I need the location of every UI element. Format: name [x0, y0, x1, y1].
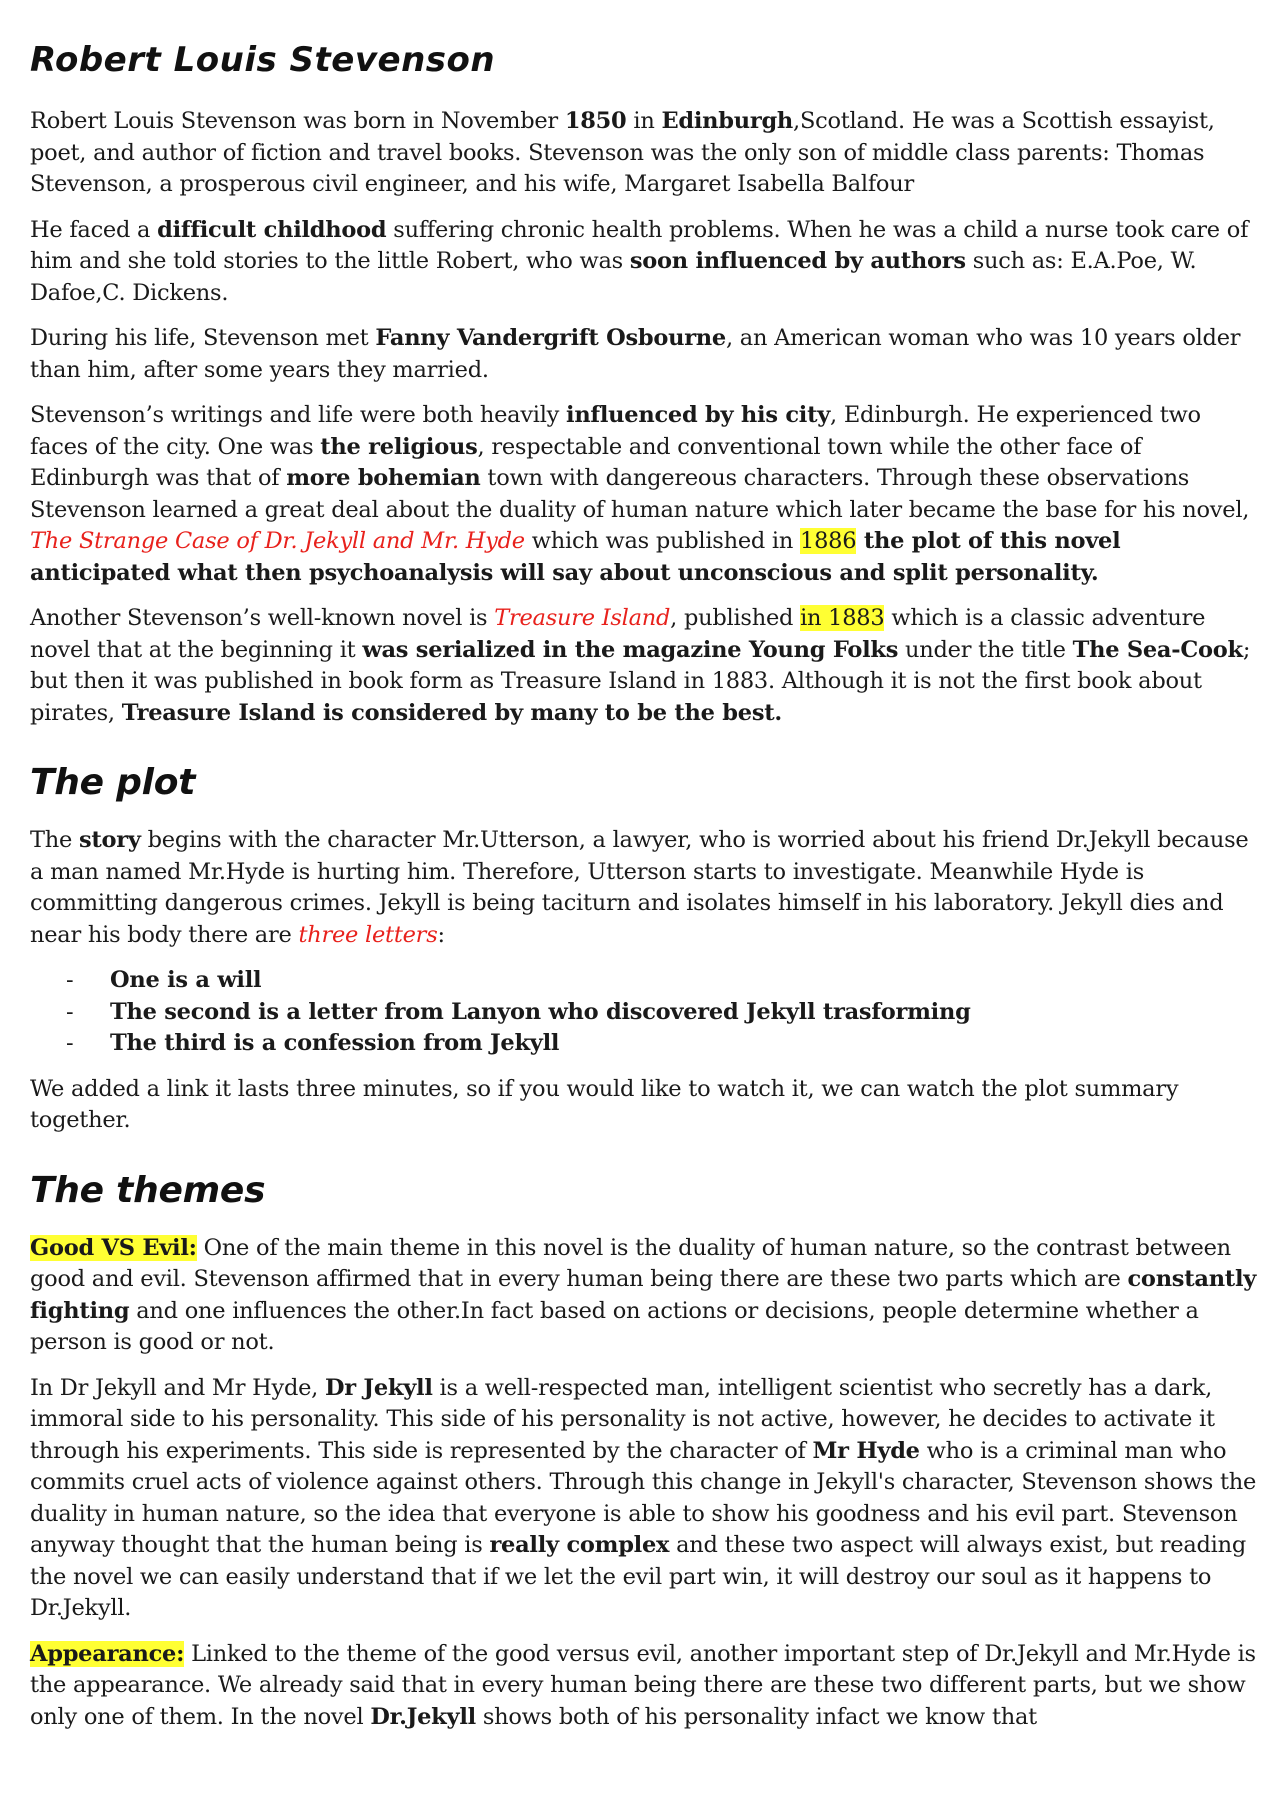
three-letters-text: three letters — [298, 921, 438, 948]
list-item: - One is a will — [30, 965, 1260, 997]
letters-list — [30, 965, 1260, 1060]
plot-paragraph: The story begins with the character Mr.Utterson, a lawyer, who is worried about his friend Dr.Jekyll because a man named Mr.Hyde is hurting him. Therefore, Utterson starts to investigate. Meanwhile Hyde is committing dangerous crimes. Jekyll is being taciturn and isolates himself in his laboratory. Jekyll dies and near his body there are three letters: — [30, 827, 1249, 948]
theme-label-good-vs-evil: Good VS Evil: — [30, 1234, 197, 1261]
highlighted-year-1883: in 1883 — [800, 605, 885, 631]
theme-label-appearance: Appearance: — [30, 1640, 185, 1667]
theme-jekyll-paragraph: In Dr Jekyll and Mr Hyde, Dr Jekyll is a well-respected man, intelligent scientist who secretly has a dark, immoral side to his personality. This side of his personality is not active, however, he decides to activate it through his experiments. This side is represented by the character of Mr Hyde who is a criminal man who commits cruel acts of violence against others. Through this change in Jekyll's character, Stevenson shows the duality in human nature, so the idea that everyone is able to show his goodness and his evil part. Stevenson anyway thought that the human being is really complex and these two aspect will always exist, but reading the novel we can easily understand that if we let the evil part win, it will destroy our soul as it happens to Dr.Jekyll. — [30, 1374, 1257, 1621]
bio-paragraph-edinburgh: Stevenson’s writings and life were both heavily influenced by his city, Edinburgh. He experienced two faces of the city. One was the religious, respectable and conventional town while the other face of Edinburgh was that of more bohemian town with dangereous characters. Through these observations Stevenson learned a great deal about the duality of human nature which later became the base for his novel, The Strange Case of Dr. Jekyll and Mr. Hyde which was published in 1886 the plot of this novel anticipated what then psychoanalysis will say about unconscious and split personality. — [30, 402, 1250, 586]
dash-bullet: - — [66, 967, 74, 993]
novel-title-jekyll: The Strange Case of Dr. Jekyll and Mr. Hyde — [30, 528, 525, 554]
dash-bullet: - — [66, 998, 74, 1025]
theme-appearance: Appearance: Linked to the theme of the good versus evil, another important step of Dr.Jekyll and Mr.Hyde is the appearance. We already said that in every human being there are these two different parts, but we show only one of them. In the novel Dr.Jekyll shows both of his personality infact we know that — [30, 1640, 1256, 1730]
page-title: Robert Louis Stevenson — [30, 40, 496, 80]
bio-paragraph-treasure-island: Another Stevenson’s well-known novel is Treasure Island, published in 1883 which is a classic adventure novel that at the beginning it was serialized in the magazine Young Folks under the title The Sea-Cook; but then it was published in book form as Treasure Island in 1883. Although it is not the first book about pirates, Treasure Island is considered by many to be the best. — [30, 605, 1251, 726]
list-item: - The second is a letter from Lanyon who discovered Jekyll trasforming — [30, 997, 1260, 1029]
list-item: - The third is a confession from Jekyll — [30, 1028, 1260, 1060]
document-page — [30, 38, 1260, 1747]
bio-paragraph-childhood: He faced a difficult childhood suffering chronic health problems. When he was a child a nurse took care of him and she told stories to the little Robert, who was soon influenced by authors such as: E.A.Poe, W. Dafoe,C. Dickens. — [30, 216, 1249, 306]
dash-bullet: - — [66, 1030, 74, 1056]
themes-heading: The themes — [30, 1169, 266, 1211]
plot-heading: The plot — [30, 762, 196, 803]
novel-title-treasure-island: Treasure Island — [494, 605, 671, 631]
highlighted-year-1886: 1886 — [800, 528, 857, 554]
plot-video-note: We added a link it lasts three minutes, so if you would like to watch it, we can watch the plot summary together. — [30, 1075, 1179, 1133]
bio-paragraph-birth: Robert Louis Stevenson was born in November 1850 in Edinburgh,Scotland. He was a Scottish essayist, poet, and author of fiction and travel books. Stevenson was the only son of middle class parents: Thomas Stevenson, a prosperous civil engineer, and his wife, Margaret Isabella Balfour — [30, 108, 1215, 197]
theme-good-vs-evil: Good VS Evil: One of the main theme in this novel is the duality of human nature, so the contrast between good and evil. Stevenson affirmed that in every human being there are these two parts which are constantly fighting and one influences the other.In fact based on actions or decisions, people determine whether a person is good or not. — [30, 1234, 1257, 1355]
bio-paragraph-marriage: During his life, Stevenson met Fanny Vandergrift Osbourne, an American woman who was 10 years older than him, after some years they married. — [30, 325, 1241, 383]
